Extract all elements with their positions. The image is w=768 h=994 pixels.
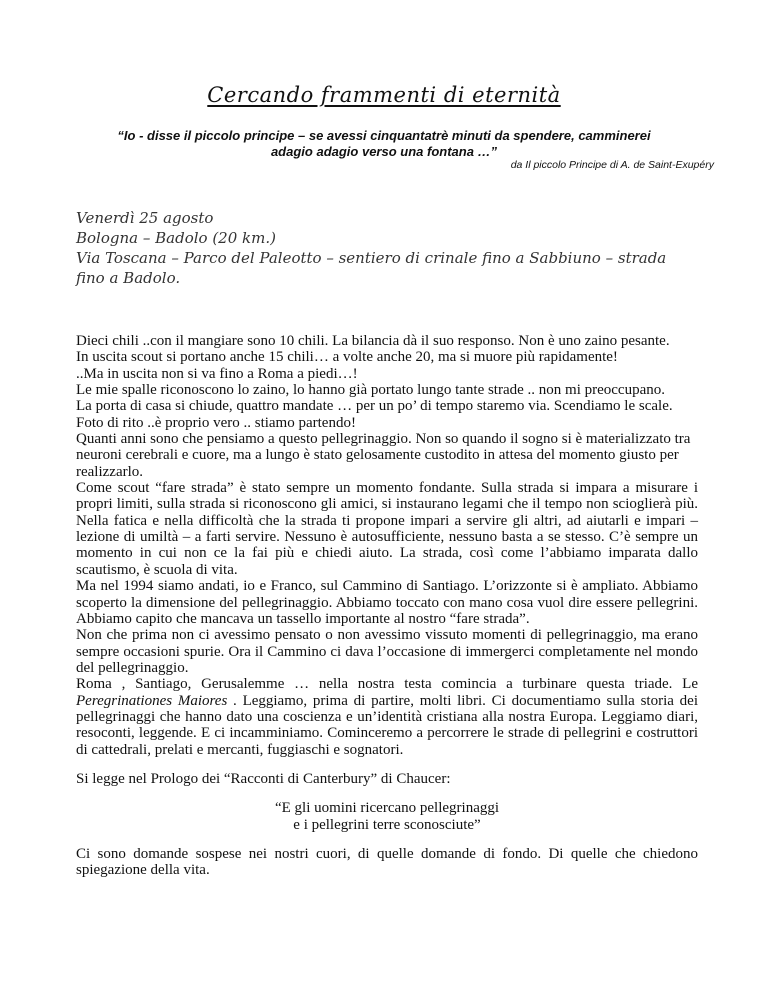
paragraph-gap bbox=[76, 787, 698, 800]
paragraph-gap bbox=[76, 758, 698, 771]
block-quote-line: “E gli uomini ricercano pellegrinaggi bbox=[274, 800, 500, 817]
paragraph: Le mie spalle riconoscono lo zaino, lo hanno già portato lungo tante strade .. non mi preoccupano. bbox=[76, 382, 665, 399]
entry-header bbox=[76, 208, 696, 288]
document-title: Cercando frammenti di eternità bbox=[207, 83, 561, 107]
paragraph: Quanti anni sono che pensiamo a questo pellegrinaggio. Non so quando il sogno si è materializzato tra neuroni cerebrali e cuore, ma a lungo è stato gelosamente custodito in attesa del momento giusto per realizzarlo. bbox=[76, 431, 691, 480]
body-text bbox=[76, 333, 698, 879]
entry-route: Bologna – Badolo (20 km.) bbox=[76, 229, 276, 247]
entry-path: fino a Badolo. bbox=[76, 269, 181, 287]
paragraph: La porta di casa si chiude, quattro mandate … per un po’ di tempo staremo via. Scendiamo le scale. bbox=[76, 398, 673, 415]
block-quote-line: e i pellegrini terre sconosciute” bbox=[293, 816, 481, 833]
epigraph-quote bbox=[110, 128, 658, 160]
epigraph-line: “Io - disse il piccolo principe – se avessi cinquantatrè minuti da spendere, camminerei bbox=[117, 128, 651, 143]
paragraph: Come scout “fare strada” è stato sempre un momento fondante. Sulla strada si impara a misurare i propri limiti, sulla strada si riconoscono gli amici, si instaurano legami che il tempo non scioglierà più. Nella fatica e nella difficoltà che la strada ti propone impari a servire gli altri, ad aiutarli e impari –lezione di umiltà – a farti servire. Nessuno è autosufficiente, nessuno basta a se stesso. C’è sempre un momento in cui non ce la fai più e chiedi aiuto. La strada, così come l’abbiamo imparata dallo scautismo, è scuola di vita. bbox=[76, 480, 698, 578]
paragraph: In uscita scout si portano anche 15 chili… a volte anche 20, ma si muore più rapidamente! bbox=[76, 349, 618, 366]
text-run: . Leggiamo, prima di partire, molti libri. Ci documentiamo sulla storia dei pellegrinaggi che hanno dato una coscienza e un’identità cristiana alla nostra Europa. Leggiamo diari, resoconti, leggende. E ci incamminiamo. Cominceremo a percorrere le strade di pellegrini e costruttori di cattedrali, prelati e mercanti, fuggiaschi e sognatori. bbox=[76, 692, 698, 758]
paragraph: Non che prima non ci avessimo pensato o non avessimo vissuto momenti di pellegrinaggio, ma erano sempre occasioni spurie. Ora il Cammino ci dava l’occasione di immergerci completamente nel mondo del pellegrinaggio. bbox=[76, 627, 698, 676]
text-run: Roma , Santiago, Gerusalemme … nella nostra testa comincia a turbinare questa triade. Le bbox=[76, 676, 698, 693]
entry-date: Venerdì 25 agosto bbox=[76, 209, 214, 227]
paragraph: Foto di rito ..è proprio vero .. stiamo partendo! bbox=[76, 414, 356, 431]
paragraph: Dieci chili ..con il mangiare sono 10 chili. La bilancia dà il suo responso. Non è uno zaino pesante. bbox=[76, 333, 670, 349]
paragraph: ..Ma in uscita non si va fino a Roma a piedi…! bbox=[76, 365, 358, 382]
paragraph bbox=[76, 676, 698, 758]
paragraph: Ma nel 1994 siamo andati, io e Franco, sul Cammino di Santiago. L’orizzonte si è ampliato. Abbiamo scoperto la dimensione del pellegrinaggio. Abbiamo toccato con mano cosa vuol dire essere pellegrini. Abbiamo capito che mancava un tassello importante al nostro “fare strada”. bbox=[76, 578, 698, 627]
epigraph-line: adagio adagio verso una fontana …” bbox=[270, 144, 498, 159]
entry-path: Via Toscana – Parco del Paleotto – sentiero di crinale fino a Sabbiuno – strada bbox=[76, 249, 667, 267]
italic-title: Peregrinationes Maiores bbox=[76, 692, 228, 709]
paragraph: Si legge nel Prologo dei “Racconti di Canterbury” di Chaucer: bbox=[76, 770, 451, 787]
paragraph-gap bbox=[76, 833, 698, 846]
epigraph-source: da Il piccolo Principe di A. de Saint-Exupéry bbox=[510, 159, 714, 171]
paragraph: Ci sono domande sospese nei nostri cuori, di quelle domande di fondo. Di quelle che chiedono spiegazione della vita. bbox=[76, 845, 698, 879]
